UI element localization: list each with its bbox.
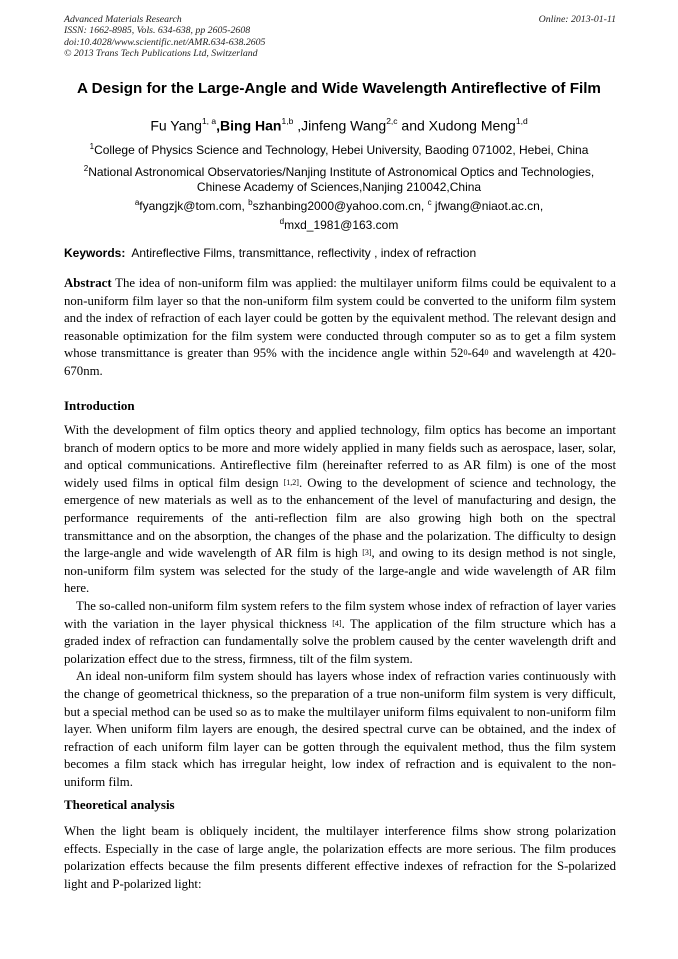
affiliation-1 bbox=[40, 139, 638, 158]
email-mark: a bbox=[134, 198, 140, 207]
abstract bbox=[64, 275, 616, 381]
paragraph-text: . The application of the film structure which has a graded index of refraction can fundamentally solve the problem caused by the center wavelength drift and polarization effect due to the stress, firmness, tilt of the film system. bbox=[64, 616, 616, 666]
paragraph: An ideal non-uniform film system should has layers whose index of refraction varies continuously with the change of geometrical thickness, so the preparation of a true non-uniform film system is very difficult, but a special method can be used so as to make the multilayer uniform films equivalent to non-uniform film layer. When uniform film layers are enough, the desired spectral curve can be obtained, and the index of refraction of each uniform film layer can be gotten through the equivalent method, thus the film system becomes a film stack which has irregular height, low index of refraction and is equivalent to the non-uniform film. bbox=[64, 669, 616, 789]
author-affiliation-mark: 2,c bbox=[386, 116, 398, 126]
citation: [4] bbox=[332, 618, 342, 628]
paragraph-text: The so-called non-uniform film system refers to the film system whose index of refraction of layer varies with the variation in the layer physical thickness bbox=[64, 598, 616, 631]
author-affiliation-mark: 1,d bbox=[515, 116, 528, 126]
affiliation-number: 1 bbox=[89, 142, 95, 151]
email-address: szhanbing2000@yahoo.com.cn, bbox=[252, 199, 428, 213]
paragraph-text: , and owing to its design method is not single, non-uniform film system was selected for the study of the large-angle and wide wavelength of AR film here. bbox=[64, 546, 616, 596]
email-address: fyangzjk@tom.com, bbox=[139, 199, 249, 213]
keywords-label: Keywords: bbox=[64, 246, 126, 260]
author-emails bbox=[40, 195, 638, 233]
online-date: Online: 2013-01-11 bbox=[538, 14, 616, 25]
doi-line: doi:10.4028/www.scientific.net/AMR.634-638.2605 bbox=[64, 36, 266, 48]
copyright-line: © 2013 Trans Tech Publications Ltd, Switzerland bbox=[64, 48, 258, 60]
email-mark: b bbox=[248, 198, 253, 207]
paragraph-text: . Owing to the development of science and technology, the emergence of new materials as well as to the enhancement of the level of manufacturing and design, the performance requirements of the anti-reflection film are also growing high both on the spectral transmittance and on the absorption, the changes of the phase and the polarization. The difficulty to design the large-angle and wide wavelength of AR film is high bbox=[64, 475, 616, 561]
journal-name: Advanced Materials Research bbox=[64, 14, 182, 25]
degree-mark: 0 bbox=[484, 348, 489, 358]
affiliation-text: College of Physics Science and Technology, Hebei University, Baoding 071002, Hebei, China bbox=[94, 143, 589, 157]
journal-header bbox=[64, 14, 616, 60]
keywords bbox=[64, 246, 616, 261]
author-list bbox=[30, 113, 648, 135]
introduction-heading: Introduction bbox=[64, 398, 135, 413]
keywords-text: Antireflective Films, transmittance, reflectivity , index of refraction bbox=[125, 246, 477, 260]
email-mark: c bbox=[427, 198, 432, 207]
citation: [3] bbox=[362, 548, 372, 558]
author-affiliation-mark: 1, a bbox=[201, 116, 217, 126]
introduction-section bbox=[64, 422, 616, 791]
paragraph-text: With the development of film optics theory and applied technology, film optics has become an important branch of modern optics to be more and more widely applied in many fields such as aerospace, laser, solar, and optical communications. Antireflective film (hereinafter referred to as AR film) is one of the most widely used films in optical film design bbox=[64, 423, 616, 490]
abstract-text: The idea of non-uniform film was applied: the multilayer uniform films could be equivalent to a non-uniform film layer so that the non-uniform film system could be converted to the uniform film system and the index of refraction of each layer could be gotten by the equivalent method. The relevant design and reasonable optimization for the film system were conducted through computer so as to get a film system whose transmittance is greater than 95% with the incidence angle within 52 bbox=[64, 276, 616, 361]
author-affiliation-mark: 1,b bbox=[281, 116, 294, 126]
abstract-text: and wavelength at 420-670nm. bbox=[64, 346, 616, 378]
email-address: mxd_1981@163.com bbox=[284, 218, 399, 232]
degree-mark: 0 bbox=[463, 348, 468, 358]
affiliation-2 bbox=[40, 161, 638, 195]
author-name: Fu Yang bbox=[150, 117, 202, 134]
paragraph: When the light beam is obliquely incident, the multilayer interference films show strong polarization effects. Especially in the case of large angle, the polarization effects are more serious. The film produces polarization effects because the film presents different effective indexes of refraction for the S-polarized light and P-polarized light: bbox=[64, 824, 616, 891]
email-mark: d bbox=[279, 217, 285, 226]
theoretical-analysis-section bbox=[64, 823, 616, 893]
author-name: ,Jinfeng Wang bbox=[293, 117, 387, 134]
affiliation-number: 2 bbox=[83, 164, 89, 173]
affiliation-text: Chinese Academy of Sciences,Nanjing 210042,China bbox=[196, 180, 482, 194]
issn-line: ISSN: 1662-8985, Vols. 634-638, pp 2605-2608 bbox=[64, 25, 251, 37]
affiliation-text: National Astronomical Observatories/Nanjing Institute of Astronomical Optics and Technologies, bbox=[88, 165, 595, 179]
author-name: ,Bing Han bbox=[216, 117, 282, 134]
paragraph bbox=[64, 422, 616, 598]
author-name: and Xudong Meng bbox=[397, 117, 516, 134]
paragraph bbox=[64, 598, 616, 668]
paper-title: A Design for the Large-Angle and Wide Wavelength Antireflective of Film bbox=[77, 80, 601, 97]
email-address: jfwang@niaot.ac.cn, bbox=[431, 199, 544, 213]
citation: [1,2] bbox=[283, 477, 299, 487]
abstract-text: -64 bbox=[467, 346, 485, 361]
theoretical-analysis-heading: Theoretical analysis bbox=[64, 797, 175, 812]
abstract-label: Abstract bbox=[64, 276, 112, 290]
